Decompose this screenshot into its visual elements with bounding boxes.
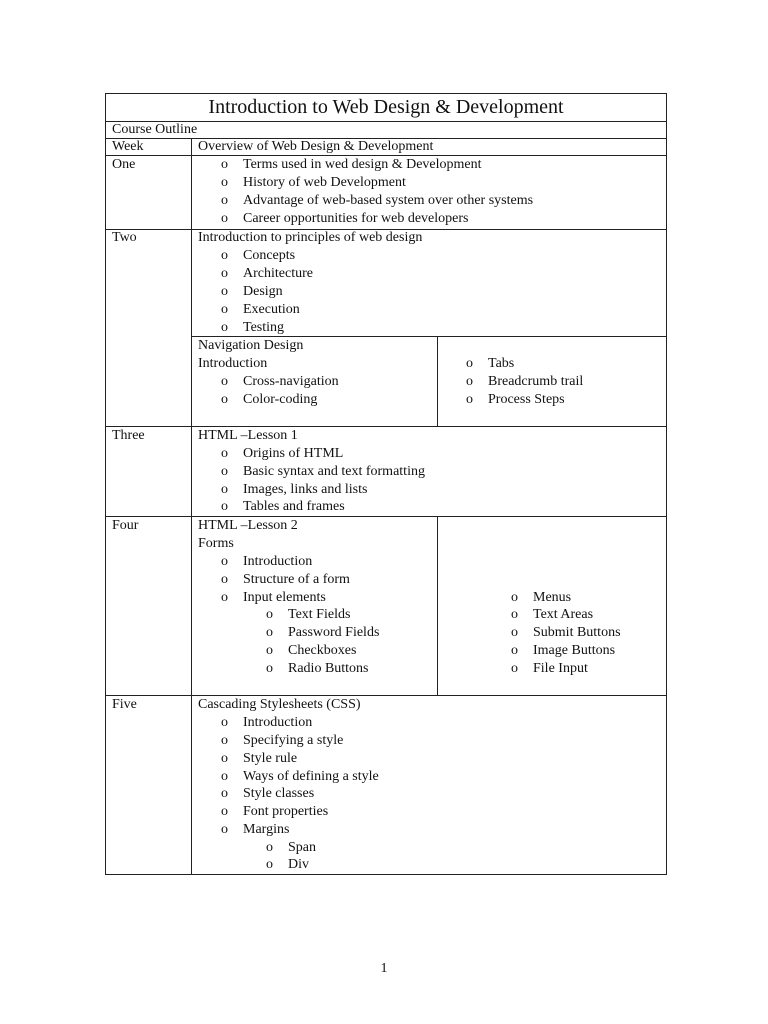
section-heading: HTML –Lesson 1	[198, 428, 298, 443]
bullet: o	[266, 661, 273, 676]
row-divider	[105, 516, 667, 517]
bullet: o	[221, 284, 228, 299]
list-item: Menus	[533, 590, 572, 605]
bullet: o	[221, 786, 228, 801]
table-border-left	[105, 93, 106, 875]
document-title: Introduction to Web Design & Development	[208, 96, 564, 118]
overview-header: Overview of Web Design & Development	[198, 139, 434, 154]
bullet: o	[266, 625, 273, 640]
week-one-label: One	[112, 157, 136, 172]
week-header: Week	[112, 139, 144, 154]
column-divider	[437, 336, 438, 426]
bullet: o	[511, 661, 518, 676]
list-item: Margins	[243, 822, 290, 837]
list-item: Text Areas	[533, 607, 594, 622]
list-item: Image Buttons	[533, 643, 616, 658]
bullet: o	[221, 157, 228, 172]
bullet: o	[221, 374, 228, 389]
bullet: o	[511, 590, 518, 605]
list-item: Introduction	[243, 554, 313, 569]
bullet: o	[266, 857, 273, 872]
list-item: Concepts	[243, 248, 296, 263]
course-outline-label: Course Outline	[112, 122, 198, 137]
bullet: o	[466, 374, 473, 389]
list-sub-item: Radio Buttons	[288, 661, 369, 676]
list-item: Input elements	[243, 590, 326, 605]
section-subheading: Forms	[198, 536, 234, 551]
section-heading: Navigation Design	[198, 338, 304, 353]
bullet: o	[221, 464, 228, 479]
bullet: o	[221, 248, 228, 263]
list-item: Tabs	[488, 356, 515, 371]
bullet: o	[221, 446, 228, 461]
bullet: o	[511, 643, 518, 658]
list-item: Structure of a form	[243, 572, 350, 587]
row-divider	[105, 695, 667, 696]
list-item: Process Steps	[488, 392, 565, 407]
list-item: Style rule	[243, 751, 298, 766]
list-item: Advantage of web-based system over other systems	[243, 193, 534, 208]
bullet: o	[266, 840, 273, 855]
bullet: o	[221, 499, 228, 514]
bullet: o	[511, 625, 518, 640]
section-heading: Introduction to principles of web design	[198, 230, 423, 245]
bullet: o	[221, 715, 228, 730]
bullet: o	[221, 392, 228, 407]
bullet: o	[221, 266, 228, 281]
list-sub-item: Text Fields	[288, 607, 351, 622]
list-item: Introduction	[243, 715, 313, 730]
bullet: o	[221, 590, 228, 605]
list-item: Execution	[243, 302, 300, 317]
list-item: Origins of HTML	[243, 446, 344, 461]
list-item: Testing	[243, 320, 285, 335]
list-item: Cross-navigation	[243, 374, 339, 389]
table-border-right	[666, 93, 667, 875]
bullet: o	[221, 554, 228, 569]
bullet: o	[266, 607, 273, 622]
list-item: Tables and frames	[243, 499, 345, 514]
bullet: o	[221, 302, 228, 317]
column-divider	[437, 516, 438, 695]
list-item: History of web Development	[243, 175, 406, 190]
bullet: o	[221, 175, 228, 190]
row-divider	[105, 426, 667, 427]
list-item: Color-coding	[243, 392, 318, 407]
list-item: Images, links and lists	[243, 482, 368, 497]
bullet: o	[221, 572, 228, 587]
section-subheading: Introduction	[198, 356, 268, 371]
list-item: Specifying a style	[243, 733, 344, 748]
column-divider	[191, 138, 192, 875]
list-sub-item: Checkboxes	[288, 643, 357, 658]
week-four-label: Four	[112, 518, 139, 533]
bullet: o	[221, 320, 228, 335]
list-item: File Input	[533, 661, 588, 676]
list-item: Career opportunities for web developers	[243, 211, 469, 226]
course-outline-table	[105, 93, 667, 875]
list-item: Architecture	[243, 266, 313, 281]
list-item: Terms used in wed design & Development	[243, 157, 482, 172]
list-item: Submit Buttons	[533, 625, 621, 640]
list-item: Basic syntax and text formatting	[243, 464, 425, 479]
bullet: o	[221, 769, 228, 784]
list-sub-item: Span	[288, 840, 316, 855]
list-item: Design	[243, 284, 283, 299]
list-sub-item: Password Fields	[288, 625, 380, 640]
bullet: o	[221, 804, 228, 819]
week-three-label: Three	[112, 428, 145, 443]
list-item: Ways of defining a style	[243, 769, 379, 784]
bullet: o	[466, 356, 473, 371]
table-border-bottom	[105, 874, 667, 875]
bullet: o	[266, 643, 273, 658]
bullet: o	[221, 733, 228, 748]
list-item: Font properties	[243, 804, 329, 819]
bullet: o	[511, 607, 518, 622]
week-two-label: Two	[112, 230, 137, 245]
bullet: o	[466, 392, 473, 407]
bullet: o	[221, 482, 228, 497]
section-heading: HTML –Lesson 2	[198, 518, 298, 533]
list-sub-item: Div	[288, 857, 309, 872]
bullet: o	[221, 751, 228, 766]
bullet: o	[221, 193, 228, 208]
list-item: Style classes	[243, 786, 315, 801]
bullet: o	[221, 822, 228, 837]
bullet: o	[221, 211, 228, 226]
page-number: 1	[380, 961, 388, 976]
week-five-label: Five	[112, 697, 137, 712]
list-item: Breadcrumb trail	[488, 374, 584, 389]
section-heading: Cascading Stylesheets (CSS)	[198, 697, 361, 712]
